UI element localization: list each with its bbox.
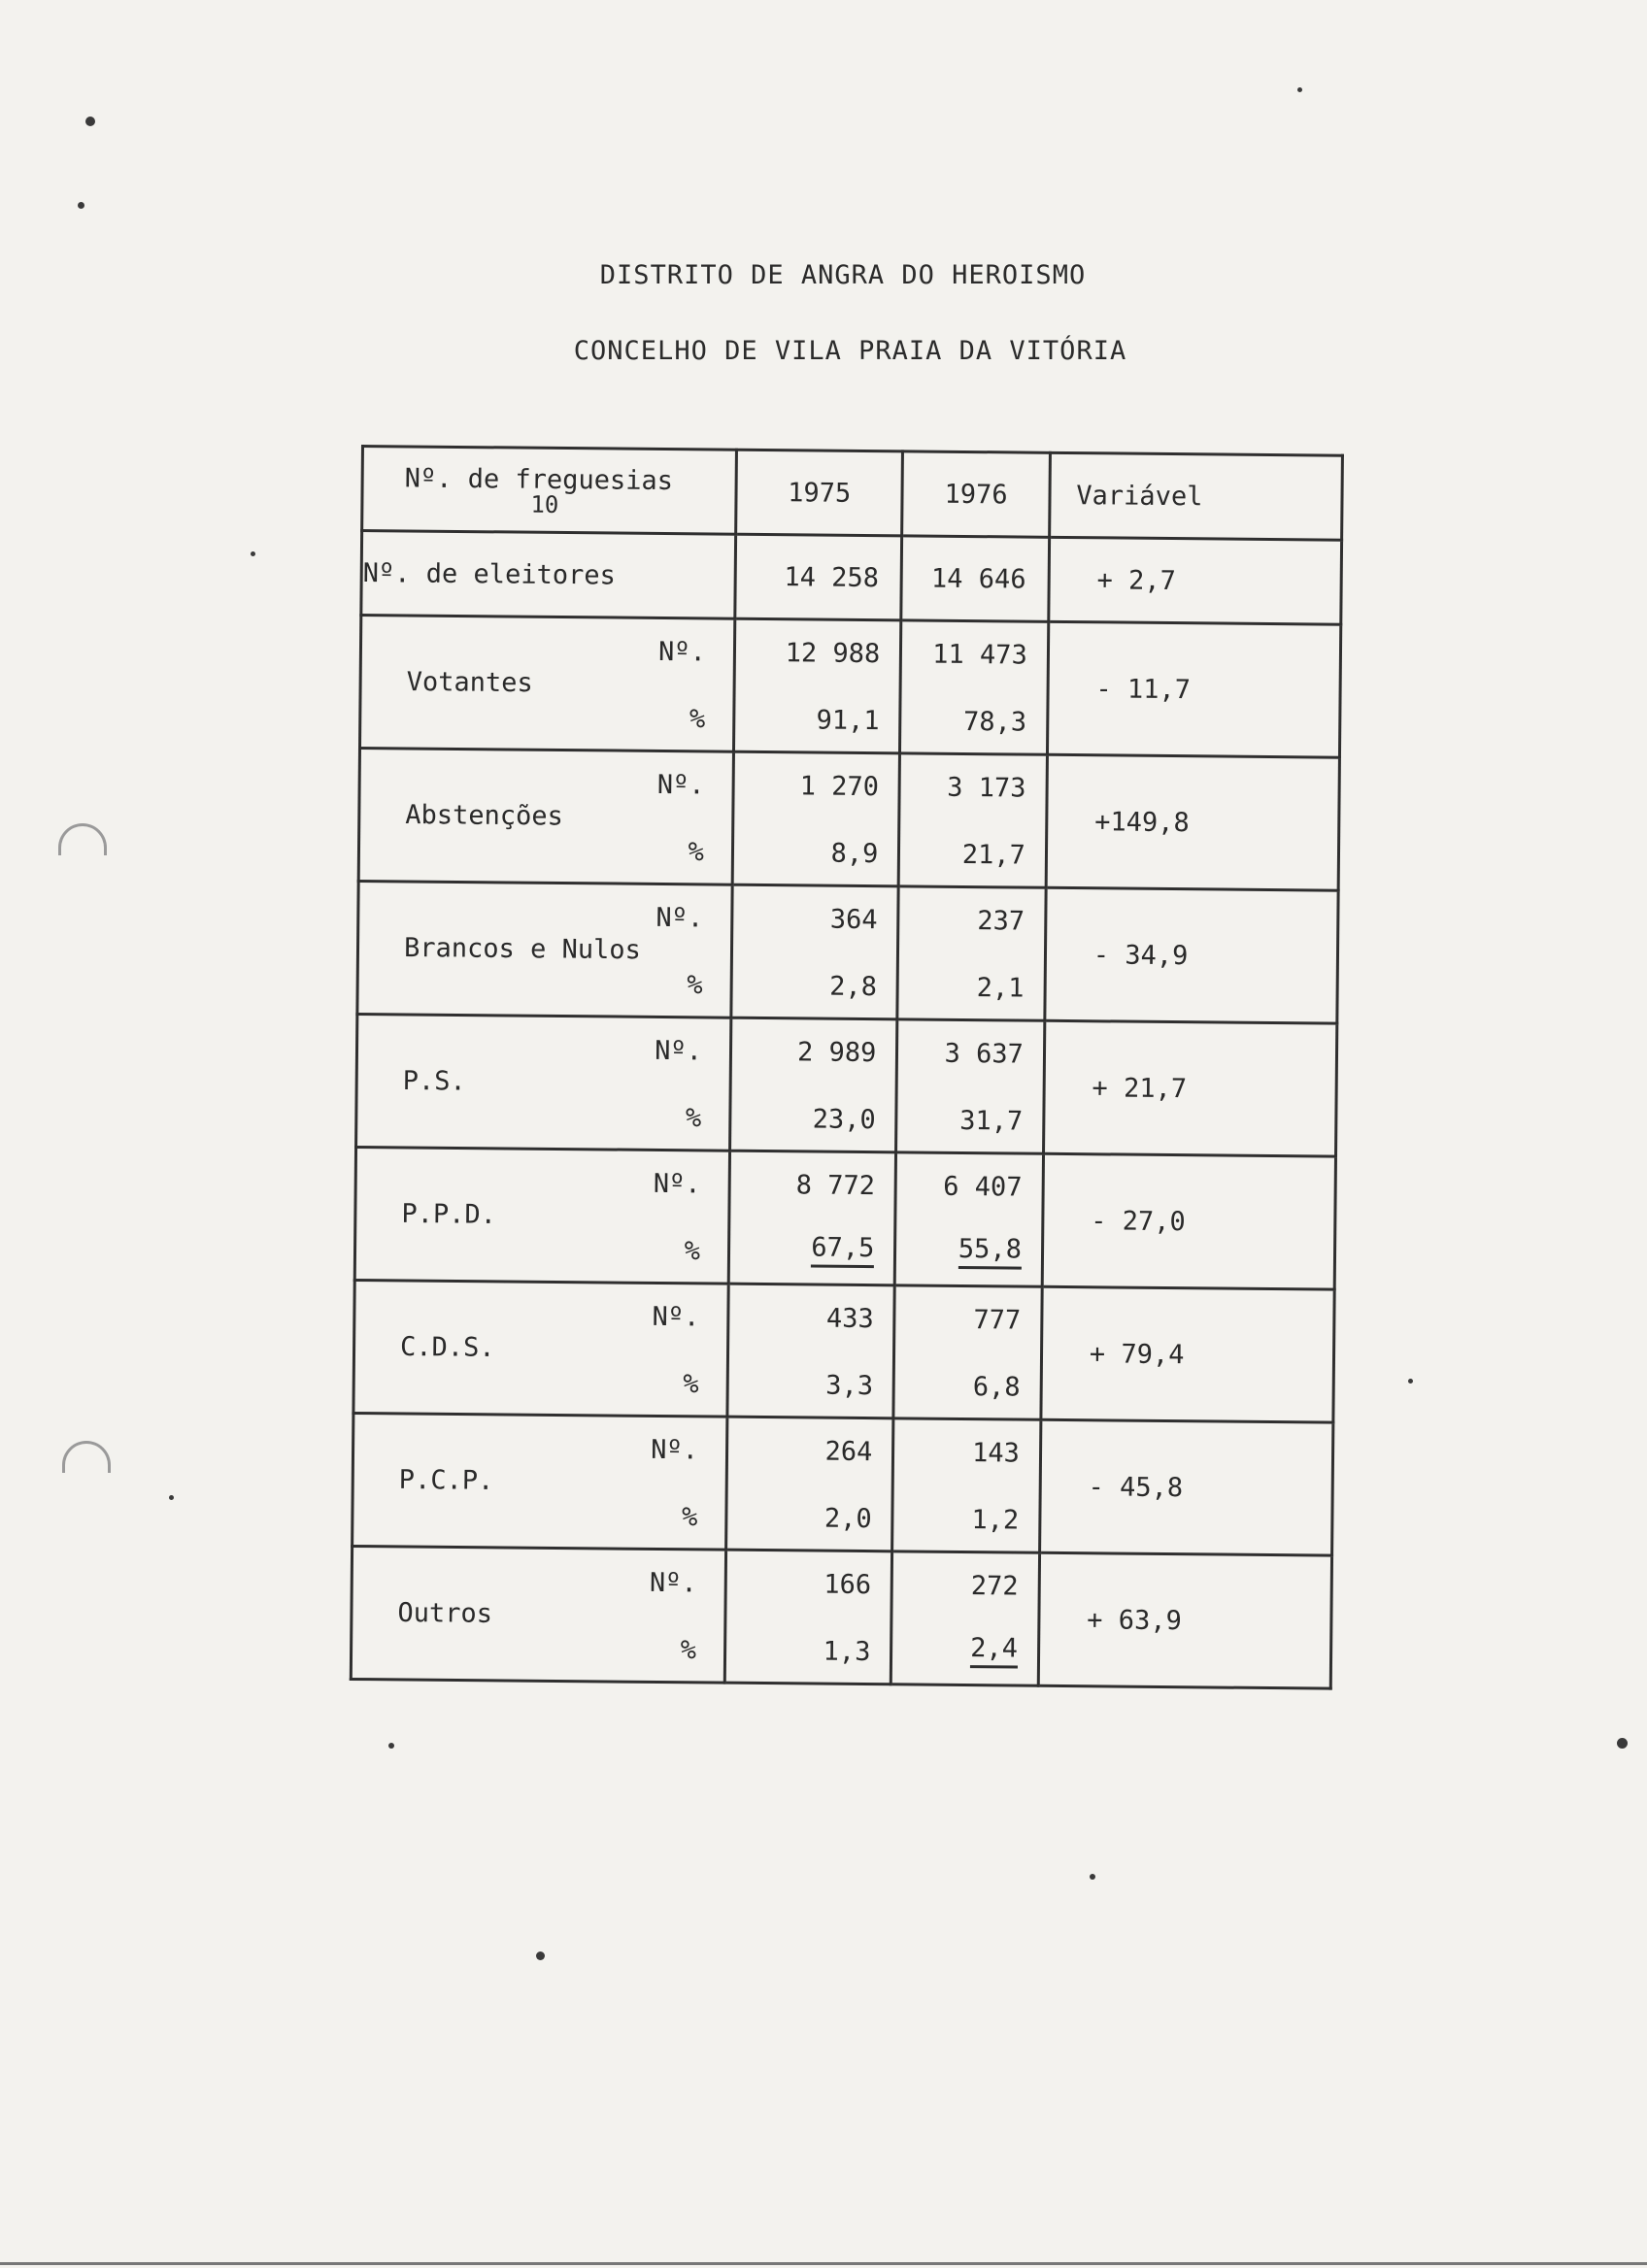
percent-1976: 1,2 xyxy=(971,1505,1020,1536)
percent-1976: 2,4 xyxy=(970,1633,1018,1668)
parishes-header-cell xyxy=(362,447,737,535)
percent-unit: % xyxy=(689,704,706,735)
row-label: P.C.P. xyxy=(398,1464,494,1496)
percent-unit: % xyxy=(683,1369,699,1400)
percent-1975: 91,1 xyxy=(816,705,880,737)
variation-value: + 21,7 xyxy=(1043,1020,1336,1156)
scan-speck xyxy=(388,1743,394,1749)
district-heading: DISTRITO DE ANGRA DO HEROISMO xyxy=(599,260,1087,290)
percent-1975: 3,3 xyxy=(825,1370,874,1402)
variation-header: Variável xyxy=(1049,452,1342,540)
punch-hole-mark xyxy=(58,823,107,855)
row-label: C.D.S. xyxy=(399,1331,495,1363)
voters-registered-variation: + 2,7 xyxy=(1049,537,1342,624)
row-label: P.S. xyxy=(402,1065,466,1097)
percent-1976: 6,8 xyxy=(972,1372,1021,1403)
count-1976: 272 xyxy=(970,1571,1019,1602)
count-1975: 8 772 xyxy=(795,1170,876,1202)
count-1975: 1 270 xyxy=(799,771,880,803)
punch-hole-mark xyxy=(62,1441,111,1473)
scan-speck xyxy=(1408,1379,1413,1384)
variation-value: - 11,7 xyxy=(1047,621,1340,757)
count-1975: 2 989 xyxy=(796,1037,877,1069)
percent-1975: 8,9 xyxy=(830,838,879,870)
count-1976: 3 637 xyxy=(944,1038,1024,1070)
scan-speck xyxy=(169,1495,174,1500)
table-row xyxy=(353,1413,1333,1555)
count-unit: Nº. xyxy=(657,636,707,668)
table-row xyxy=(354,1147,1335,1289)
variation-value: +149,8 xyxy=(1046,754,1339,890)
count-unit: Nº. xyxy=(649,1567,697,1599)
voters-registered-row xyxy=(361,531,1342,625)
scan-speck xyxy=(85,117,95,126)
year-1975-header: 1975 xyxy=(736,450,903,536)
table-header-row xyxy=(362,447,1343,541)
table-row xyxy=(358,749,1339,891)
table-row xyxy=(356,1014,1337,1156)
count-1975: 166 xyxy=(824,1569,872,1601)
voters-registered-1976: 14 646 xyxy=(901,536,1049,621)
percent-1976: 78,3 xyxy=(962,706,1027,738)
parishes-count: 10 xyxy=(530,490,559,518)
scan-speck xyxy=(78,202,84,209)
variation-value: + 63,9 xyxy=(1038,1552,1331,1688)
scan-speck xyxy=(1297,87,1302,92)
table-row xyxy=(360,616,1341,758)
percent-1975: 2,0 xyxy=(824,1503,872,1535)
count-unit: Nº. xyxy=(652,1301,700,1333)
row-label: Votantes xyxy=(406,666,533,699)
scan-edge-line xyxy=(0,2262,1647,2265)
percent-1975: 67,5 xyxy=(811,1232,874,1268)
row-label: P.P.D. xyxy=(401,1198,497,1230)
row-label: Abstenções xyxy=(405,799,564,832)
percent-1975: 1,3 xyxy=(823,1636,871,1668)
row-label: Outros xyxy=(397,1597,493,1629)
municipality-heading: CONCELHO DE VILA PRAIA DA VITÓRIA xyxy=(573,336,1127,366)
variation-value: - 34,9 xyxy=(1045,887,1338,1023)
count-1976: 11 473 xyxy=(932,639,1027,671)
percent-unit: % xyxy=(687,970,703,1001)
voters-registered-1975: 14 258 xyxy=(735,534,902,620)
count-1976: 143 xyxy=(971,1438,1021,1469)
variation-value: + 79,4 xyxy=(1041,1286,1334,1422)
percent-unit: % xyxy=(685,1103,702,1134)
table-row xyxy=(351,1546,1331,1688)
count-unit: Nº. xyxy=(651,1434,699,1466)
percent-unit: % xyxy=(688,837,705,868)
count-unit: Nº. xyxy=(655,902,704,934)
percent-1975: 23,0 xyxy=(812,1104,876,1136)
scan-speck xyxy=(1617,1738,1628,1749)
count-1976: 237 xyxy=(977,906,1025,937)
parishes-label: Nº. de freguesias xyxy=(404,463,674,497)
year-1976-header: 1976 xyxy=(902,451,1050,537)
count-1975: 12 988 xyxy=(785,638,881,670)
row-label: Brancos e Nulos xyxy=(403,932,642,966)
variation-value: - 27,0 xyxy=(1042,1153,1335,1289)
percent-1975: 2,8 xyxy=(829,971,878,1003)
scan-speck xyxy=(1090,1874,1095,1880)
count-1975: 364 xyxy=(829,904,878,936)
scan-speck xyxy=(536,1951,545,1960)
count-1976: 6 407 xyxy=(943,1171,1023,1203)
percent-1976: 55,8 xyxy=(958,1234,1022,1270)
count-unit: Nº. xyxy=(653,1168,701,1200)
table-row xyxy=(357,881,1338,1023)
count-unit: Nº. xyxy=(656,769,705,801)
count-1975: 433 xyxy=(825,1303,874,1335)
election-results-table xyxy=(350,445,1344,1690)
count-1976: 3 173 xyxy=(947,772,1026,804)
count-unit: Nº. xyxy=(655,1035,703,1067)
table-row xyxy=(353,1280,1334,1422)
percent-unit: % xyxy=(680,1635,697,1666)
percent-unit: % xyxy=(684,1236,701,1267)
percent-unit: % xyxy=(681,1502,698,1533)
count-1976: 777 xyxy=(973,1305,1022,1336)
voters-registered-label: Nº. de eleitores xyxy=(361,531,736,619)
variation-value: - 45,8 xyxy=(1039,1419,1332,1555)
percent-1976: 21,7 xyxy=(961,839,1025,871)
count-1975: 264 xyxy=(824,1436,873,1468)
percent-1976: 31,7 xyxy=(959,1105,1024,1137)
percent-1976: 2,1 xyxy=(976,973,1025,1004)
scan-speck xyxy=(251,551,255,556)
